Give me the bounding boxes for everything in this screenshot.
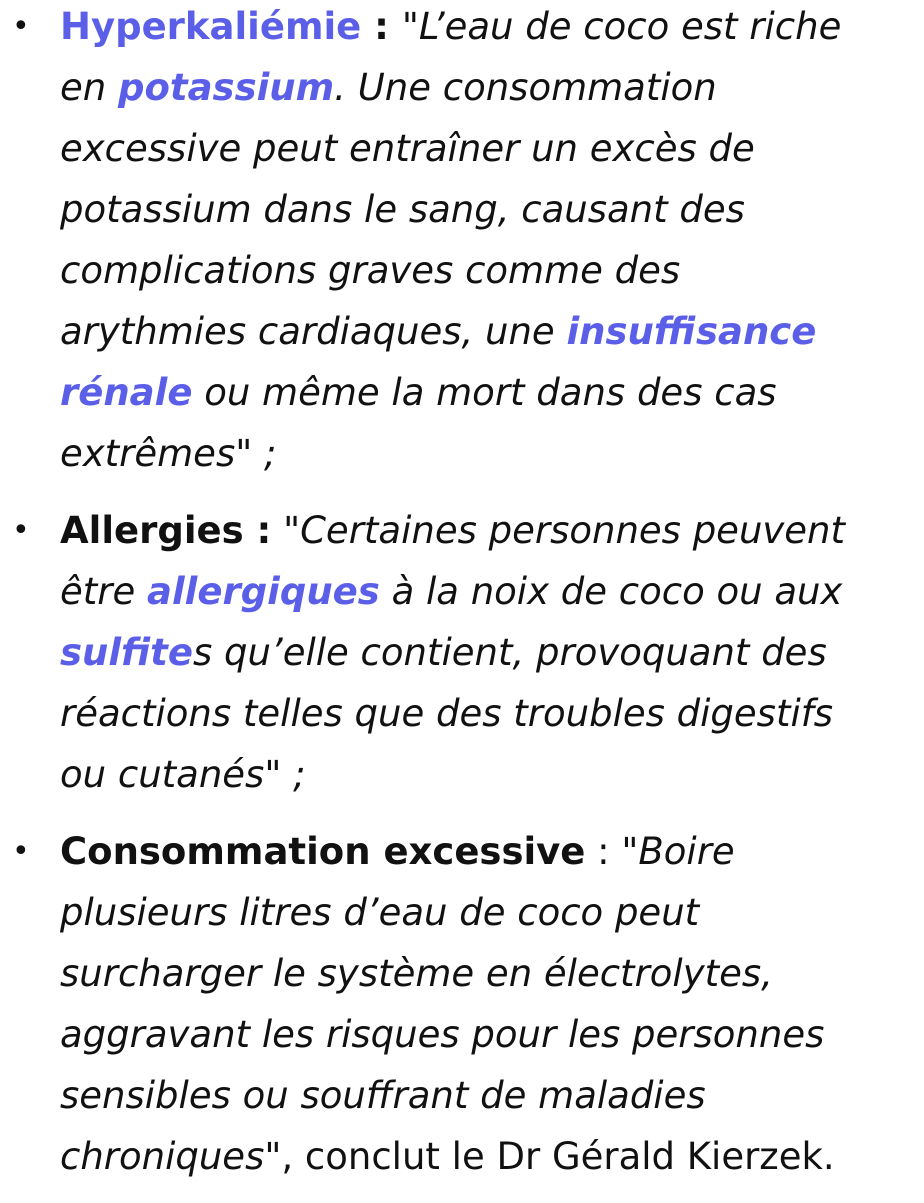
text-line	[60, 57, 924, 118]
quote-text: . Une consommation	[334, 66, 717, 109]
bullet-icon: •	[12, 834, 30, 869]
text-line: surcharger le système en électrolytes,	[60, 952, 773, 995]
list-item-consommation-excessive	[0, 821, 924, 1187]
attribution-text: , conclut le Dr Gérald Kierzek.	[281, 1135, 835, 1178]
link-insuffisance-renale[interactable]: insuffisance	[566, 310, 817, 353]
link-sulfites[interactable]: sulfite	[60, 631, 193, 674]
quote-text: être	[60, 570, 148, 613]
quote-text: ou même la mort dans des cas	[192, 371, 777, 414]
quote-text: "L’eau de coco est riche	[401, 5, 842, 48]
text-line	[60, 500, 924, 561]
text-line	[60, 362, 924, 423]
quote-text: "Boire	[621, 830, 735, 873]
term-allergies: Allergies :	[60, 509, 272, 552]
text-line: ou cutanés" ;	[60, 753, 306, 796]
text-line	[60, 0, 924, 57]
link-potassium[interactable]: potassium	[117, 66, 335, 109]
text-line: extrêmes" ;	[60, 432, 277, 475]
quote-text: chroniques"	[60, 1135, 282, 1178]
link-allergiques[interactable]: allergiques	[147, 570, 380, 613]
text-line: sensibles ou souffrant de maladies	[60, 1074, 706, 1117]
text-line	[60, 821, 924, 882]
term-separator: :	[361, 5, 402, 48]
text-line: excessive peut entraîner un excès de	[60, 127, 755, 170]
link-hyperkaliemie[interactable]: Hyperkaliémie	[60, 5, 362, 48]
list-item-allergies	[0, 500, 924, 805]
list-item-hyperkaliemie	[0, 0, 924, 484]
text-line	[60, 301, 924, 362]
text-line	[60, 1126, 924, 1187]
bullet-icon: •	[12, 9, 30, 44]
text-line: aggravant les risques pour les personnes	[60, 1013, 825, 1056]
quote-text: "Certaines personnes peuvent	[283, 509, 846, 552]
text-line: réactions telles que des troubles digestifs	[60, 692, 834, 735]
text-line: plusieurs litres d’eau de coco peut	[60, 891, 700, 934]
term-consommation-excessive: Consommation excessive	[60, 830, 586, 873]
quote-text: à la noix de coco ou aux	[379, 570, 843, 613]
quote-text: s qu’elle contient, provoquant des	[192, 631, 827, 674]
term-separator: :	[585, 830, 622, 873]
text-line: complications graves comme des	[60, 249, 681, 292]
text-line	[60, 561, 924, 622]
quote-text: en	[60, 66, 118, 109]
link-insuffisance-renale-cont[interactable]: rénale	[60, 371, 193, 414]
text-line: potassium dans le sang, causant des	[60, 188, 745, 231]
text-line	[60, 622, 924, 683]
quote-text: arythmies cardiaques, une	[60, 310, 567, 353]
bullet-icon: •	[12, 513, 30, 548]
